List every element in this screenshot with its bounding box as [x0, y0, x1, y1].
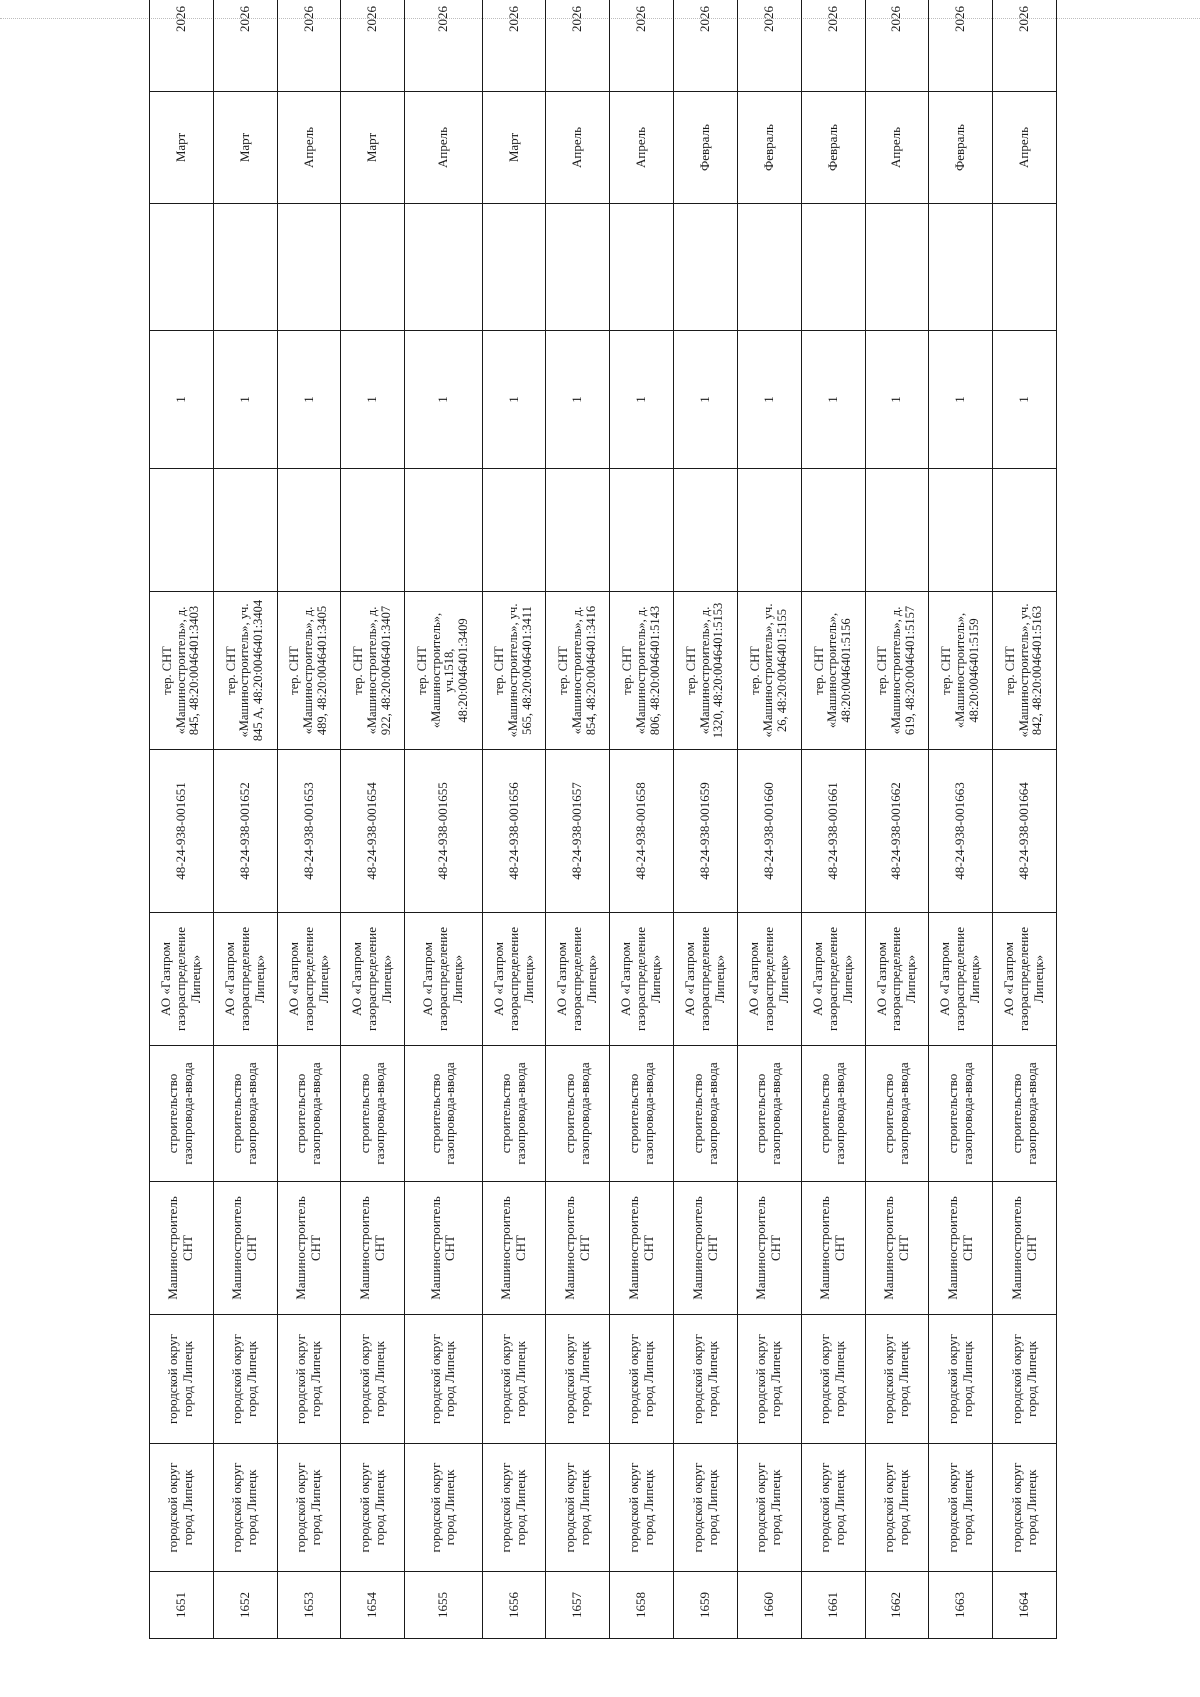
month-cell: Апрель — [865, 92, 929, 204]
row-number-cell: 1657 — [546, 1572, 610, 1639]
gas-distribution-org-cell: АО «Газпром газораспределение Липецк» — [737, 913, 801, 1046]
empty-cell — [801, 469, 865, 592]
table-row — [341, 0, 405, 1639]
gas-distribution-org-cell: АО «Газпром газораспределение Липецк» — [993, 913, 1057, 1046]
month-cell: Март — [150, 92, 214, 204]
table-row — [674, 0, 738, 1639]
snt-name-cell: Машиностроитель СНТ — [482, 1182, 546, 1315]
table-row — [929, 0, 993, 1639]
row-number-cell: 1653 — [277, 1572, 341, 1639]
empty-cell — [737, 204, 801, 331]
table-row — [405, 0, 482, 1639]
address-cadastral-cell: тер. СНТ «Машиностроитель», уч. 565, 48:20:0046401:3411 — [482, 592, 546, 750]
gas-distribution-org-cell: АО «Газпром газораспределение Липецк» — [150, 913, 214, 1046]
settlement-cell: городской округ город Липецк — [213, 1315, 277, 1444]
gas-distribution-org-cell: АО «Газпром газораспределение Липецк» — [674, 913, 738, 1046]
municipal-district-cell: городской округ город Липецк — [610, 1444, 674, 1572]
object-code-cell: 48-24-938-001656 — [482, 750, 546, 913]
year-cell: 2026 — [674, 0, 738, 92]
year-cell: 2026 — [865, 0, 929, 92]
rotated-table-container — [149, 6, 1057, 1639]
empty-cell — [213, 204, 277, 331]
empty-cell — [674, 204, 738, 331]
empty-cell — [929, 204, 993, 331]
municipal-district-cell: городской округ город Липецк — [405, 1444, 482, 1572]
gas-distribution-org-cell: АО «Газпром газораспределение Липецк» — [213, 913, 277, 1046]
object-code-cell: 48-24-938-001659 — [674, 750, 738, 913]
year-cell: 2026 — [546, 0, 610, 92]
empty-cell — [150, 469, 214, 592]
year-cell: 2026 — [341, 0, 405, 92]
work-type-cell: строительство газопровода-ввода — [801, 1046, 865, 1182]
work-type-cell: строительство газопровода-ввода — [674, 1046, 738, 1182]
table-row — [610, 0, 674, 1639]
table-row — [277, 0, 341, 1639]
address-cadastral-cell: тер. СНТ «Машиностроитель», д. 489, 48:20:0046401:3405 — [277, 592, 341, 750]
gas-distribution-org-cell: АО «Газпром газораспределение Липецк» — [341, 913, 405, 1046]
municipal-district-cell: городской округ город Липецк — [150, 1444, 214, 1572]
quantity-cell: 1 — [929, 331, 993, 469]
empty-cell — [674, 469, 738, 592]
object-code-cell: 48-24-938-001658 — [610, 750, 674, 913]
object-code-cell: 48-24-938-001655 — [405, 750, 482, 913]
object-code-cell: 48-24-938-001660 — [737, 750, 801, 913]
empty-cell — [546, 469, 610, 592]
year-cell: 2026 — [213, 0, 277, 92]
address-cadastral-cell: тер. СНТ «Машиностроитель», д. 619, 48:20:0046401:5157 — [865, 592, 929, 750]
settlement-cell: городской округ город Липецк — [610, 1315, 674, 1444]
settlement-cell: городской округ город Липецк — [674, 1315, 738, 1444]
settlement-cell: городской округ город Липецк — [277, 1315, 341, 1444]
month-cell: Февраль — [674, 92, 738, 204]
settlement-cell: городской округ город Липецк — [865, 1315, 929, 1444]
table-row — [801, 0, 865, 1639]
municipal-district-cell: городской округ город Липецк — [865, 1444, 929, 1572]
empty-cell — [801, 204, 865, 331]
empty-cell — [929, 469, 993, 592]
settlement-cell: городской округ город Липецк — [482, 1315, 546, 1444]
settlement-cell: городской округ город Липецк — [405, 1315, 482, 1444]
empty-cell — [341, 204, 405, 331]
object-code-cell: 48-24-938-001662 — [865, 750, 929, 913]
table-row — [546, 0, 610, 1639]
year-cell: 2026 — [150, 0, 214, 92]
municipal-district-cell: городской округ город Липецк — [277, 1444, 341, 1572]
table-row — [993, 0, 1057, 1639]
empty-cell — [341, 469, 405, 592]
quantity-cell: 1 — [482, 331, 546, 469]
quantity-cell: 1 — [610, 331, 674, 469]
row-number-cell: 1658 — [610, 1572, 674, 1639]
work-type-cell: строительство газопровода-ввода — [277, 1046, 341, 1182]
address-cadastral-cell: тер. СНТ «Машиностроитель», д. 806, 48:20:0046401:5143 — [610, 592, 674, 750]
quantity-cell: 1 — [150, 331, 214, 469]
object-code-cell: 48-24-938-001652 — [213, 750, 277, 913]
gas-distribution-org-cell: АО «Газпром газораспределение Липецк» — [482, 913, 546, 1046]
snt-name-cell: Машиностроитель СНТ — [929, 1182, 993, 1315]
address-cadastral-cell: тер. СНТ «Машиностроитель», уч. 842, 48:20:0046401:5163 — [993, 592, 1057, 750]
snt-name-cell: Машиностроитель СНТ — [737, 1182, 801, 1315]
municipal-district-cell: городской округ город Липецк — [341, 1444, 405, 1572]
municipal-district-cell: городской округ город Липецк — [482, 1444, 546, 1572]
address-cadastral-cell: тер. СНТ «Машиностроитель», уч. 26, 48:20:0046401:5155 — [737, 592, 801, 750]
month-cell: Февраль — [801, 92, 865, 204]
settlement-cell: городской округ город Липецк — [993, 1315, 1057, 1444]
year-cell: 2026 — [801, 0, 865, 92]
address-cadastral-cell: тер. СНТ «Машиностроитель», уч. 845 А, 48:20:0046401:3404 — [213, 592, 277, 750]
empty-cell — [737, 469, 801, 592]
gas-distribution-org-cell: АО «Газпром газораспределение Липецк» — [865, 913, 929, 1046]
work-type-cell: строительство газопровода-ввода — [213, 1046, 277, 1182]
object-code-cell: 48-24-938-001654 — [341, 750, 405, 913]
row-number-cell: 1663 — [929, 1572, 993, 1639]
snt-name-cell: Машиностроитель СНТ — [674, 1182, 738, 1315]
object-code-cell: 48-24-938-001663 — [929, 750, 993, 913]
empty-cell — [993, 469, 1057, 592]
address-cadastral-cell: тер. СНТ «Машиностроитель», 48:20:0046401:5156 — [801, 592, 865, 750]
row-number-cell: 1656 — [482, 1572, 546, 1639]
month-cell: Март — [482, 92, 546, 204]
quantity-cell: 1 — [546, 331, 610, 469]
settlement-cell: городской округ город Липецк — [150, 1315, 214, 1444]
empty-cell — [482, 204, 546, 331]
gas-distribution-org-cell: АО «Газпром газораспределение Липецк» — [610, 913, 674, 1046]
snt-name-cell: Машиностроитель СНТ — [341, 1182, 405, 1315]
snt-name-cell: Машиностроитель СНТ — [150, 1182, 214, 1315]
settlement-cell: городской округ город Липецк — [341, 1315, 405, 1444]
empty-cell — [277, 204, 341, 331]
quantity-cell: 1 — [865, 331, 929, 469]
year-cell: 2026 — [929, 0, 993, 92]
quantity-cell: 1 — [405, 331, 482, 469]
municipal-district-cell: городской округ город Липецк — [546, 1444, 610, 1572]
rotated-page-area — [149, 6, 1057, 1639]
empty-cell — [610, 204, 674, 331]
gas-distribution-org-cell: АО «Газпром газораспределение Липецк» — [929, 913, 993, 1046]
empty-cell — [277, 469, 341, 592]
address-cadastral-cell: тер. СНТ «Машиностроитель», 48:20:0046401:5159 — [929, 592, 993, 750]
empty-cell — [213, 469, 277, 592]
empty-cell — [546, 204, 610, 331]
row-number-cell: 1659 — [674, 1572, 738, 1639]
row-number-cell: 1655 — [405, 1572, 482, 1639]
row-number-cell: 1651 — [150, 1572, 214, 1639]
year-cell: 2026 — [482, 0, 546, 92]
month-cell: Февраль — [737, 92, 801, 204]
work-type-cell: строительство газопровода-ввода — [993, 1046, 1057, 1182]
work-type-cell: строительство газопровода-ввода — [150, 1046, 214, 1182]
snt-name-cell: Машиностроитель СНТ — [405, 1182, 482, 1315]
object-code-cell: 48-24-938-001661 — [801, 750, 865, 913]
quantity-cell: 1 — [341, 331, 405, 469]
month-cell: Апрель — [993, 92, 1057, 204]
table-row — [213, 0, 277, 1639]
snt-name-cell: Машиностроитель СНТ — [610, 1182, 674, 1315]
quantity-cell: 1 — [993, 331, 1057, 469]
municipal-district-cell: городской округ город Липецк — [674, 1444, 738, 1572]
table-row — [150, 0, 214, 1639]
work-type-cell: строительство газопровода-ввода — [865, 1046, 929, 1182]
work-type-cell: строительство газопровода-ввода — [610, 1046, 674, 1182]
address-cadastral-cell: тер. СНТ «Машиностроитель», д. 854, 48:20:0046401:3416 — [546, 592, 610, 750]
month-cell: Апрель — [610, 92, 674, 204]
empty-cell — [865, 204, 929, 331]
object-code-cell: 48-24-938-001664 — [993, 750, 1057, 913]
municipal-district-cell: городской округ город Липецк — [929, 1444, 993, 1572]
gas-distribution-org-cell: АО «Газпром газораспределение Липецк» — [546, 913, 610, 1046]
object-code-cell: 48-24-938-001657 — [546, 750, 610, 913]
quantity-cell: 1 — [277, 331, 341, 469]
settlement-cell: городской округ город Липецк — [929, 1315, 993, 1444]
settlement-cell: городской округ город Липецк — [737, 1315, 801, 1444]
row-number-cell: 1661 — [801, 1572, 865, 1639]
address-cadastral-cell: тер. СНТ «Машиностроитель», уч.1518, 48:20:0046401:3409 — [405, 592, 482, 750]
address-cadastral-cell: тер. СНТ «Машиностроитель», д. 922, 48:20:0046401:3407 — [341, 592, 405, 750]
gas-distribution-org-cell: АО «Газпром газораспределение Липецк» — [405, 913, 482, 1046]
empty-cell — [405, 204, 482, 331]
work-type-cell: строительство газопровода-ввода — [546, 1046, 610, 1182]
municipal-district-cell: городской округ город Липецк — [213, 1444, 277, 1572]
snt-name-cell: Машиностроитель СНТ — [865, 1182, 929, 1315]
table-row — [482, 0, 546, 1639]
settlement-cell: городской округ город Липецк — [546, 1315, 610, 1444]
quantity-cell: 1 — [674, 331, 738, 469]
table-row — [737, 0, 801, 1639]
quantity-cell: 1 — [737, 331, 801, 469]
address-cadastral-cell: тер. СНТ «Машиностроитель», д. 1320, 48:20:0046401:5153 — [674, 592, 738, 750]
empty-cell — [482, 469, 546, 592]
row-number-cell: 1660 — [737, 1572, 801, 1639]
empty-cell — [405, 469, 482, 592]
work-type-cell: строительство газопровода-ввода — [482, 1046, 546, 1182]
row-number-cell: 1652 — [213, 1572, 277, 1639]
work-type-cell: строительство газопровода-ввода — [929, 1046, 993, 1182]
address-cadastral-cell: тер. СНТ «Машиностроитель», д. 845, 48:20:0046401:3403 — [150, 592, 214, 750]
snt-name-cell: Машиностроитель СНТ — [213, 1182, 277, 1315]
month-cell: Апрель — [405, 92, 482, 204]
month-cell: Апрель — [277, 92, 341, 204]
table-body — [150, 0, 1057, 1639]
year-cell: 2026 — [277, 0, 341, 92]
snt-name-cell: Машиностроитель СНТ — [546, 1182, 610, 1315]
gas-distribution-org-cell: АО «Газпром газораспределение Липецк» — [277, 913, 341, 1046]
empty-cell — [150, 204, 214, 331]
table-row — [865, 0, 929, 1639]
year-cell: 2026 — [993, 0, 1057, 92]
row-number-cell: 1654 — [341, 1572, 405, 1639]
municipal-district-cell: городской округ город Липецк — [737, 1444, 801, 1572]
month-cell: Март — [213, 92, 277, 204]
year-cell: 2026 — [405, 0, 482, 92]
object-code-cell: 48-24-938-001653 — [277, 750, 341, 913]
work-type-cell: строительство газопровода-ввода — [341, 1046, 405, 1182]
object-code-cell: 48-24-938-001651 — [150, 750, 214, 913]
month-cell: Апрель — [546, 92, 610, 204]
snt-name-cell: Машиностроитель СНТ — [801, 1182, 865, 1315]
month-cell: Февраль — [929, 92, 993, 204]
municipal-district-cell: городской округ город Липецк — [993, 1444, 1057, 1572]
work-type-cell: строительство газопровода-ввода — [737, 1046, 801, 1182]
gas-distribution-org-cell: АО «Газпром газораспределение Липецк» — [801, 913, 865, 1046]
quantity-cell: 1 — [213, 331, 277, 469]
empty-cell — [865, 469, 929, 592]
empty-cell — [610, 469, 674, 592]
municipal-district-cell: городской округ город Липецк — [801, 1444, 865, 1572]
settlement-cell: городской округ город Липецк — [801, 1315, 865, 1444]
snt-name-cell: Машиностроитель СНТ — [277, 1182, 341, 1315]
empty-cell — [993, 204, 1057, 331]
row-number-cell: 1662 — [865, 1572, 929, 1639]
month-cell: Март — [341, 92, 405, 204]
year-cell: 2026 — [737, 0, 801, 92]
work-type-cell: строительство газопровода-ввода — [405, 1046, 482, 1182]
snt-name-cell: Машиностроитель СНТ — [993, 1182, 1057, 1315]
gasification-register-table — [149, 0, 1057, 1639]
quantity-cell: 1 — [801, 331, 865, 469]
year-cell: 2026 — [610, 0, 674, 92]
row-number-cell: 1664 — [993, 1572, 1057, 1639]
